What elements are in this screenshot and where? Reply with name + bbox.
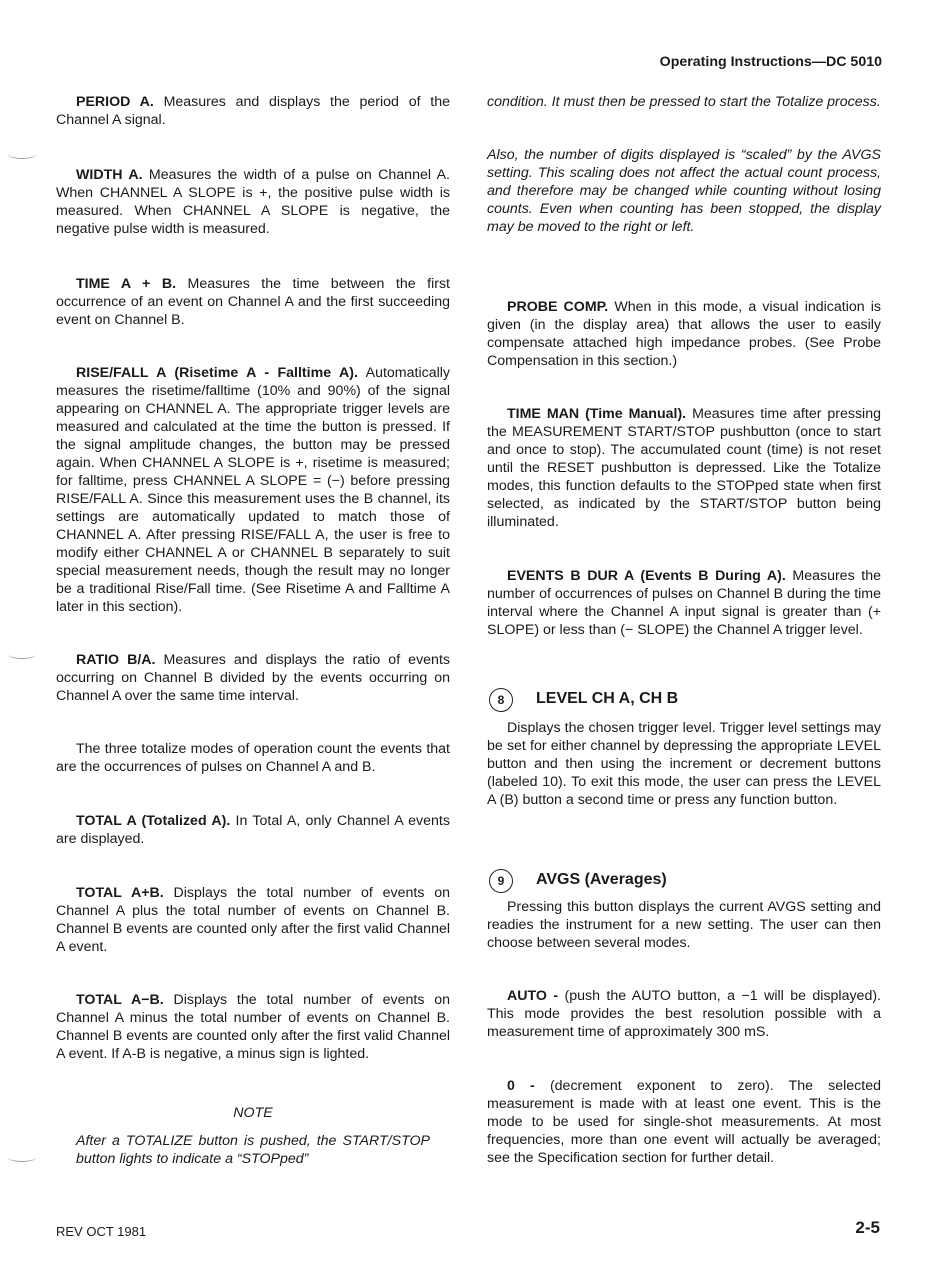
total-a-plus-b-paragraph: TOTAL A+B. Displays the total number of events on Channel A plus the total number of events on Channel B. Channel B events are counted only after the first valid Channel A event. — [56, 885, 450, 955]
period-paragraph: PERIOD A. Measures and displays the period of the Channel A signal. — [56, 94, 451, 128]
width-paragraph: WIDTH A. Measures the width of a pulse on Channel A. When CHANNEL A SLOPE is +, the positive pulse width is measured. When CHANNEL A SLOPE is negative, the negative pulse width is measured. — [56, 167, 451, 237]
avgs-paragraph: Pressing this button displays the current AVGS setting and readies the instrument for a new setting. The user can then choose between several modes. — [487, 899, 881, 951]
level-paragraph: Displays the chosen trigger level. Trigger level settings may be set for either channel by depressing the appropriate LEVEL button and then using the increment or decrement buttons (labeled 10). To exit this mode, the user can press the LEVEL A (B) button a second time or press any function button. — [487, 720, 881, 808]
totalize-intro: The three totalize modes of operation count the events that are the occurrences of pulses on Channel A and B. — [56, 741, 450, 775]
risefall-paragraph: RISE/FALL A (Risetime A - Falltime A). Automatically measures the risetime/falltime (10% and 90%) of the signal appearing on CHANNEL A. The appropriate trigger levels are measured and calculated at the time the button is pressed. If the signal amplitude changes, the button may be pressed again. When CHANNEL A SLOPE is +, risetime is measured; for falltime, press CHANNEL A SLOPE = (−) before pressing RISE/FALL A. Since this measurement uses the B channel, its settings are automatically updated to match those of CHANNEL A. After pressing RISE/FALL A, the user is free to modify either CHANNEL A or CHANNEL B separately to suit special measurement needs, though the result may no longer be a traditional Rise/Fall time. (See Risetime A and Falltime A later in this section). — [56, 365, 450, 615]
binding-mark — [8, 150, 36, 159]
revision-date: REV OCT 1981 — [56, 1224, 147, 1239]
binding-mark — [8, 1153, 36, 1162]
probe-comp-paragraph: PROBE COMP. When in this mode, a visual indication is given (in the display area) that allows the user to easily compensate attached high impedance probes. (See Probe Compensation in this section.) — [487, 299, 881, 369]
ratio-paragraph: RATIO B/A. Measures and displays the ratio of events occurring on Channel B divided by the events occurring on Channel A over the same time interval. — [56, 652, 450, 704]
auto-paragraph: AUTO - (push the AUTO button, a −1 will be displayed). This mode provides the best resolution possible with a measurement time of approximately 300 mS. — [487, 988, 882, 1040]
section-number-badge: 8 — [489, 688, 513, 712]
page-number: 2-5 — [855, 1218, 880, 1237]
section-9-heading — [487, 869, 881, 895]
events-b-dur-a-paragraph: EVENTS B DUR A (Events B During A). Measures the number of occurrences of pulses on Channel B during the time interval where the Channel A input signal is greater than (+ SLOPE) or less than (− SLOPE) the Channel A trigger level. — [487, 568, 881, 638]
zero-paragraph: 0 - (decrement exponent to zero). The selected measurement is made with at least one event. This is the mode to be used for single-shot measurements. At most frequencies, more than one event will actually be averaged; see the Specification section for further detail. — [487, 1078, 881, 1166]
section-number-badge: 9 — [489, 869, 513, 893]
total-a-paragraph: TOTAL A (Totalized A). In Total A, only Channel A events are displayed. — [56, 813, 450, 847]
scaling-paragraph: Also, the number of digits displayed is “scaled” by the AVGS setting. This scaling does not affect the actual count process, and therefore may be changed while counting without losing counts. Even when counting has been stopped, the display may be moved to the right or left. — [487, 147, 881, 235]
section-title: LEVEL CH A, CH B — [536, 690, 679, 707]
time-man-paragraph: TIME MAN (Time Manual). Measures time after pressing the MEASUREMENT START/STOP pushbutton (once to start and once to stop). The accumulated count (time) is not reset until the RESET pushbutton is depressed. Like the Totalize modes, this function defaults to the STOPped state when first selected, as indicated by the START/STOP button being illuminated. — [487, 406, 881, 530]
note-body: After a TOTALIZE button is pushed, the START/STOP button lights to indicate a “STOPped” — [76, 1133, 430, 1167]
section-title: AVGS (Averages) — [536, 871, 667, 888]
totalize-continued: condition. It must then be pressed to start the Totalize process. — [487, 94, 881, 110]
total-a-minus-b-paragraph: TOTAL A−B. Displays the total number of events on Channel A minus the total number of events on Channel B. Channel B events are counted only after the first valid Channel A event. If A-B is negative, a minus sign is lighted. — [56, 992, 450, 1062]
time-paragraph: TIME A + B. Measures the time between the first occurrence of an event on Channel A and the first succeeding event on Channel B. — [56, 276, 450, 328]
note-title: NOTE — [233, 1105, 273, 1121]
binding-mark — [8, 650, 36, 659]
section-8-heading — [487, 688, 881, 714]
page-header: Operating Instructions—DC 5010 — [659, 54, 882, 70]
